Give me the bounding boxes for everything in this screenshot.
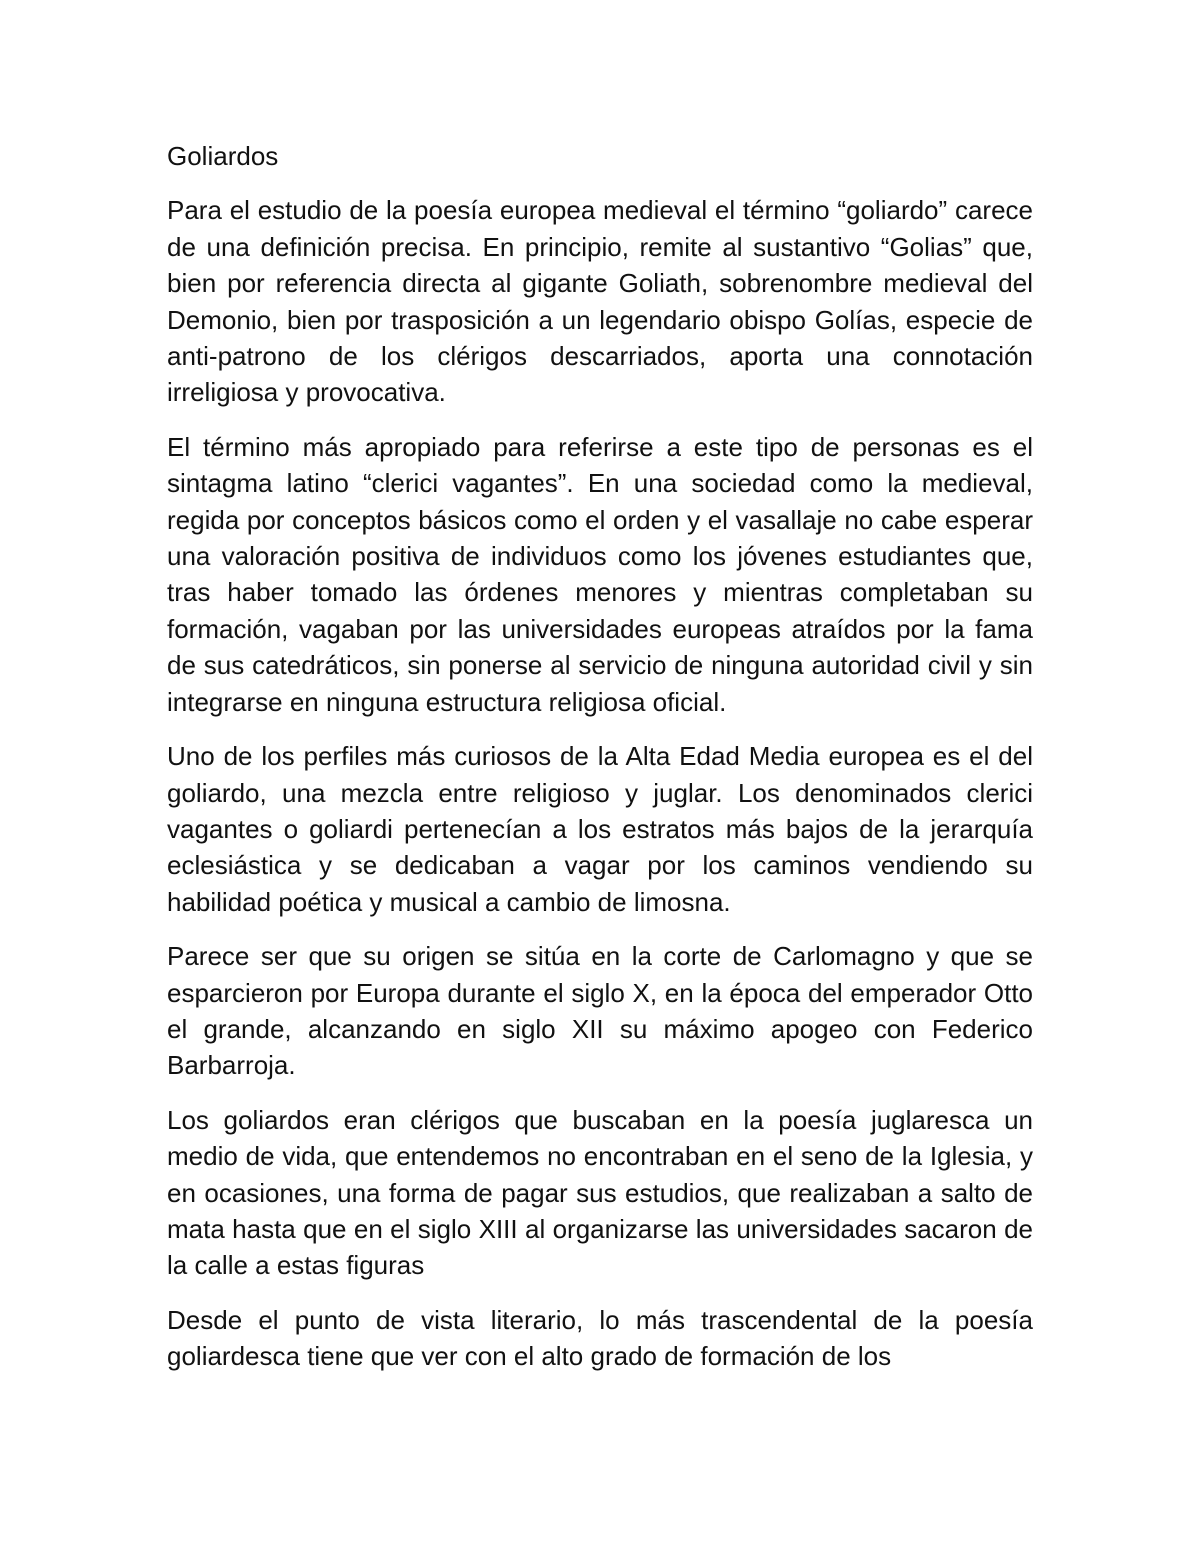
paragraph-2: El término más apropiado para referirse a este tipo de personas es el sintagma latino “clerici vagantes”. En una sociedad como la medieval, regida por conceptos básicos como el orden y el vasallaje no cabe esperar una valoración positiva de individuos como los jóvenes estudiantes que, tras haber tomado las órdenes menores y mientras completaban su formación, vagaban por las universidades europeas atraídos por la fama de sus catedráticos, sin ponerse al servicio de ninguna autoridad civil y sin integrarse en ninguna estructura religiosa oficial. [167, 431, 1033, 717]
document-title: Goliardos [167, 141, 279, 171]
paragraph-4: Parece ser que su origen se sitúa en la corte de Carlomagno y que se esparcieron por Europa durante el siglo X, en la época del emperador Otto el grande, alcanzando en siglo XII su máximo apogeo con Federico Barbarroja. [167, 941, 1033, 1081]
paragraph-6: Desde el punto de vista literario, lo más trascendental de la poesía goliardesca tiene que ver con el alto grado de formación de los [167, 1304, 1033, 1372]
paragraph-5: Los goliardos eran clérigos que buscaban en la poesía juglaresca un medio de vida, que entendemos no encontraban en el seno de la Iglesia, y en ocasiones, una forma de pagar sus estudios, que realizaban a salto de mata hasta que en el siglo XIII al organizarse las universidades sacaron de la calle a estas figuras [167, 1104, 1033, 1281]
paragraph-1: Para el estudio de la poesía europea medieval el término “goliardo” carece de una definición precisa. En principio, remite al sustantivo “Golias” que, bien por referencia directa al gigante Goliath, sobrenombre medieval del Demonio, bien por trasposición a un legendario obispo Golías, especie de anti-patrono de los clérigos descarriados, aporta una connotación irreligiosa y provocativa. [167, 195, 1033, 408]
document-body [167, 138, 1033, 1393]
paragraph-3: Uno de los perfiles más curiosos de la Alta Edad Media europea es el del goliardo, una mezcla entre religioso y juglar. Los denominados clerici vagantes o goliardi pertenecían a los estratos más bajos de la jerarquía eclesiástica y se dedicaban a vagar por los caminos vendiendo su habilidad poética y musical a cambio de limosna. [167, 741, 1033, 917]
